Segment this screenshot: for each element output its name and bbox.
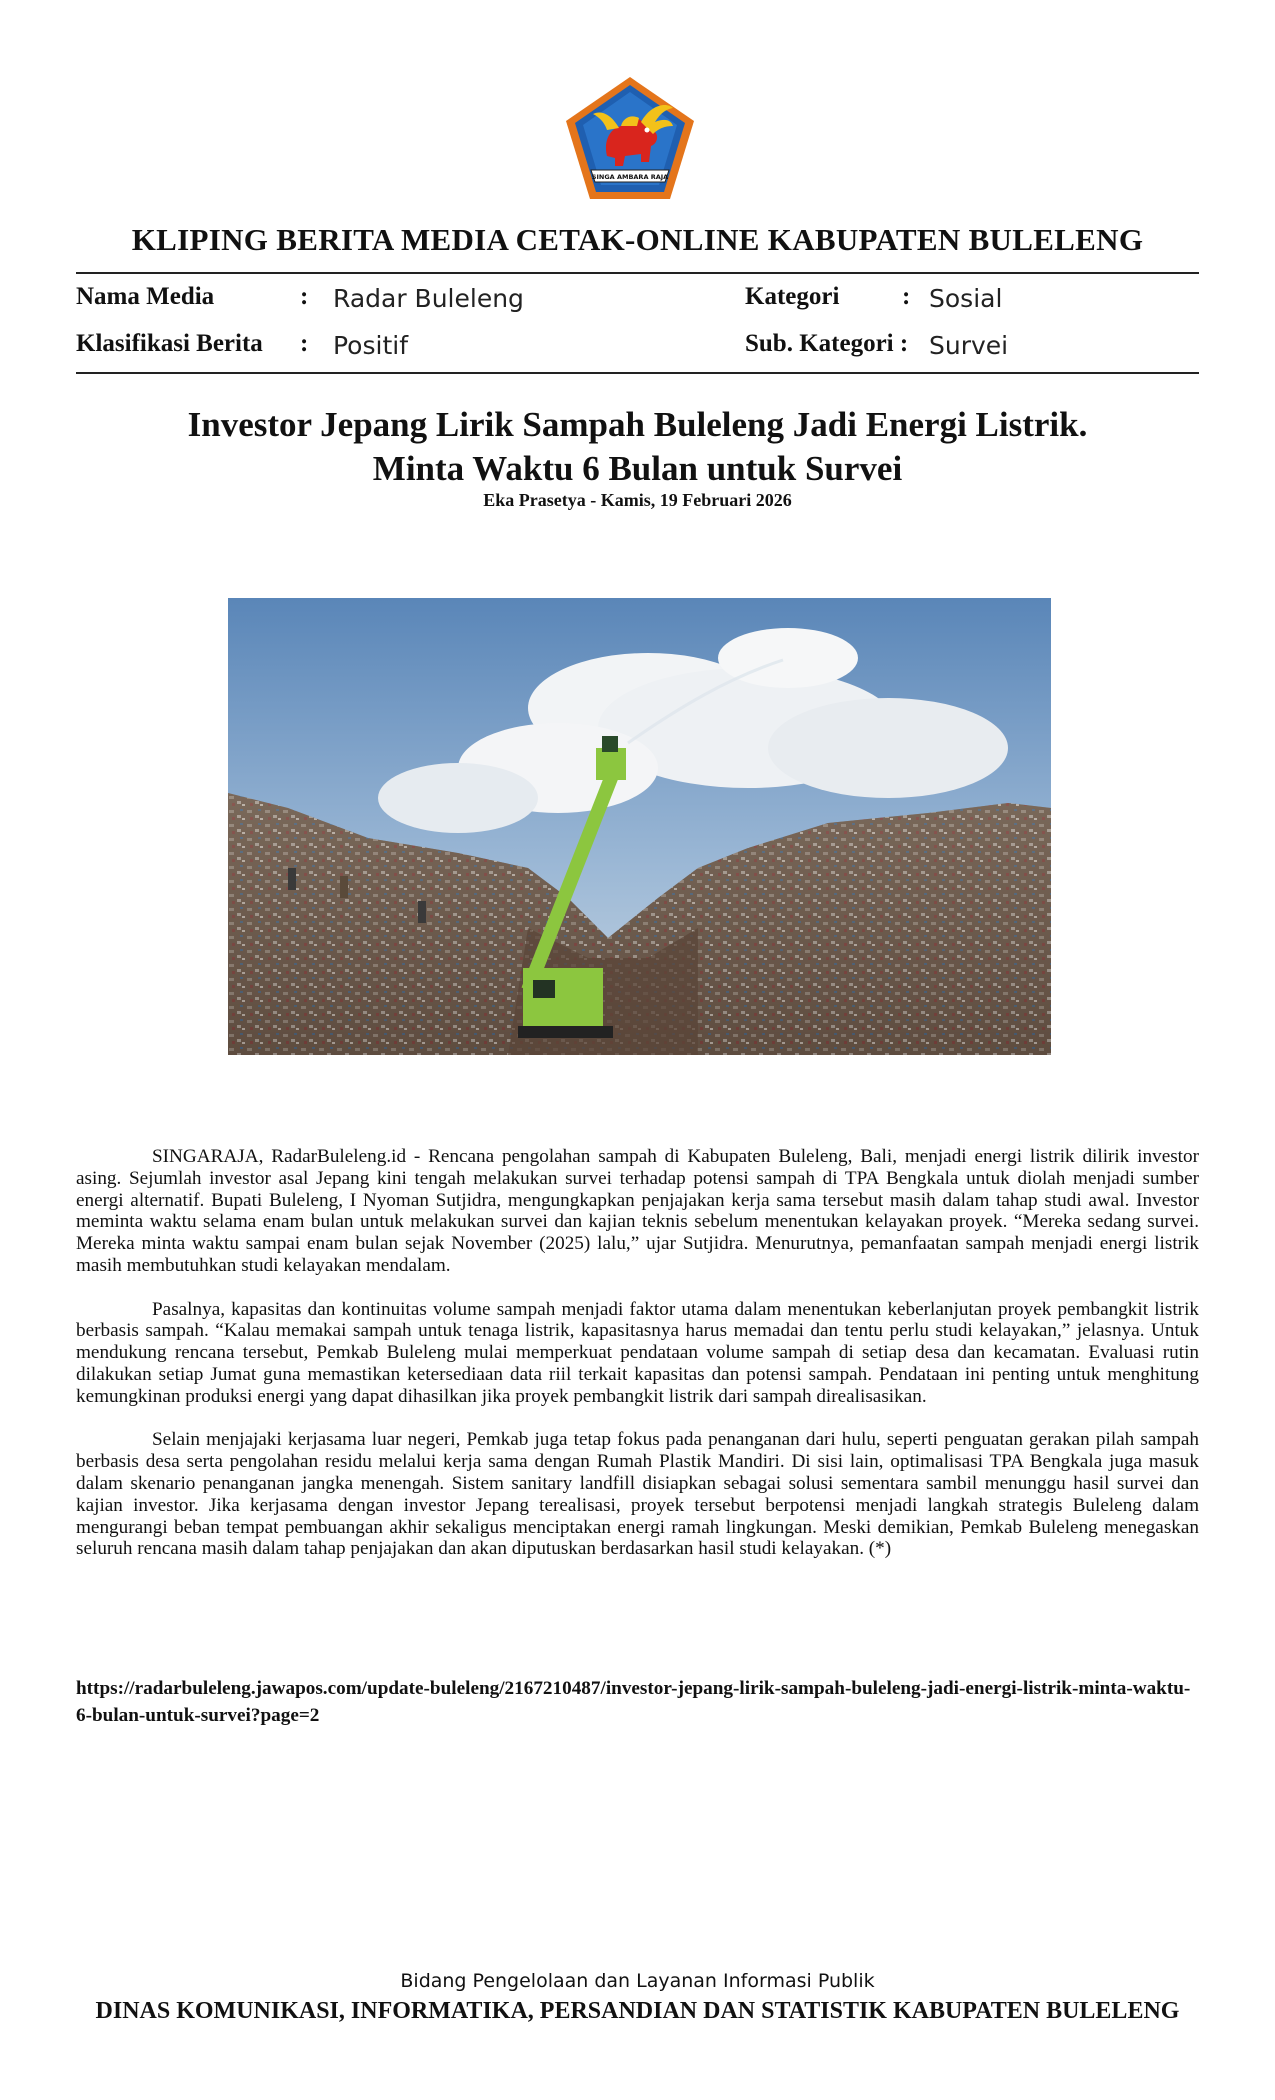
- header-divider-top: [76, 272, 1199, 274]
- footer-unit: Bidang Pengelolaan dan Layanan Informasi Publik: [400, 1970, 875, 1992]
- kategori-value: Sosial: [929, 284, 1003, 313]
- singa-ambara-raja-emblem-icon: [563, 74, 697, 202]
- subkategori-label: Sub. Kategori :: [745, 330, 909, 357]
- klasifikasi-colon: :: [300, 330, 309, 357]
- klasifikasi-value: Positif: [333, 331, 408, 360]
- article-paragraph-2: Pasalnya, kapasitas dan kontinuitas volume sampah menjadi faktor utama dalam menentukan keberlanjutan proyek pembangkit listrik berbasis sampah. “Kalau memakai sampah untuk tenaga listrik, kapasitasnya harus memadai dan tentu perlu studi kelayakan,” jelasnya. Untuk mendukung rencana tersebut, Pemkab Buleleng mulai memperkuat pendataan volume sampah di setiap desa dan kecamatan. Evaluasi rutin dilakukan setiap Jumat guna memastikan ketersediaan data riil terkait kapasitas dan potensi sampah. Pendataan ini penting untuk menghitung kemungkinan produksi energi yang dapat dihasilkan jika proyek pembangkit listrik dari sampah direalisasikan.: [76, 1298, 1199, 1407]
- media-value: Radar Buleleng: [333, 284, 524, 313]
- article-headline: [76, 403, 1199, 491]
- kategori-label: Kategori: [745, 283, 840, 310]
- media-label: Nama Media: [76, 283, 215, 310]
- header-divider-bottom: [76, 372, 1199, 374]
- logo-motto: SINGA AMBARA RAJA: [591, 173, 669, 181]
- source-url-link[interactable]: https://radarbuleleng.jawapos.com/update-buleleng/2167210487/investor-jepang-lirik-sampah-buleleng-jadi-energi-listrik-minta-waktu-6-bulan-untuk-survei?page=2: [76, 1678, 1191, 1726]
- article-byline: Eka Prasetya - Kamis, 19 Februari 2026: [483, 490, 792, 510]
- subkategori-value: Survei: [929, 331, 1009, 360]
- footer-organization: DINAS KOMUNIKASI, INFORMATIKA, PERSANDIAN DAN STATISTIK KABUPATEN BULELENG: [95, 1998, 1180, 2024]
- document-title: KLIPING BERITA MEDIA CETAK-ONLINE KABUPATEN BULELENG: [131, 222, 1144, 257]
- landfill-excavator-photo: [228, 598, 1051, 1055]
- headline-line-2: Minta Waktu 6 Bulan untuk Survei: [372, 449, 903, 488]
- media-colon: :: [300, 283, 309, 310]
- klasifikasi-label: Klasifikasi Berita: [76, 330, 263, 357]
- article-body: [76, 1146, 1199, 1582]
- article-paragraph-3: Selain menjajaki kerjasama luar negeri, Pemkab juga tetap fokus pada penanganan dari hulu, seperti penguatan gerakan pilah sampah berbasis desa serta pengolahan residu melalui kerja sama dengan Rumah Plastik Mandiri. Di sisi lain, optimalisasi TPA Bengkala juga masuk dalam skenario penanganan jangka menengah. Sistem sanitary landfill disiapkan sebagai solusi sementara sambil menunggu hasil survei dan kajian investor. Jika kerjasama dengan investor Jepang terealisasi, proyek tersebut berpotensi menjadi langkah strategis Buleleng dalam mengurangi beban tempat pembuangan akhir sekaligus menciptakan energi ramah lingkungan. Meski demikian, Pemkab Buleleng menegaskan seluruh rencana masih dalam tahap penjajakan dan akan diputuskan berdasarkan hasil studi kelayakan. (*): [76, 1429, 1199, 1560]
- headline-line-1: Investor Jepang Lirik Sampah Buleleng Jadi Energi Listrik.: [187, 405, 1088, 444]
- kategori-colon: :: [902, 283, 911, 310]
- article-paragraph-1: SINGARAJA, RadarBuleleng.id - Rencana pengolahan sampah di Kabupaten Buleleng, Bali, menjadi energi listrik dilirik investor asing. Sejumlah investor asal Jepang kini tengah melakukan survei terhadap potensi sampah di TPA Bengkala untuk diolah menjadi sumber energi alternatif. Bupati Buleleng, I Nyoman Sutjidra, mengungkapkan penjajakan kerja sama tersebut masih dalam tahap studi awal. Investor meminta waktu selama enam bulan untuk melakukan survei dan kajian teknis sebelum menentukan kelayakan proyek. “Mereka sedang survei. Mereka minta waktu sampai enam bulan sejak November (2025) lalu,” ujar Sutjidra. Menurutnya, pemanfaatan sampah menjadi energi listrik masih membutuhkan studi kelayakan mendalam.: [76, 1146, 1199, 1276]
